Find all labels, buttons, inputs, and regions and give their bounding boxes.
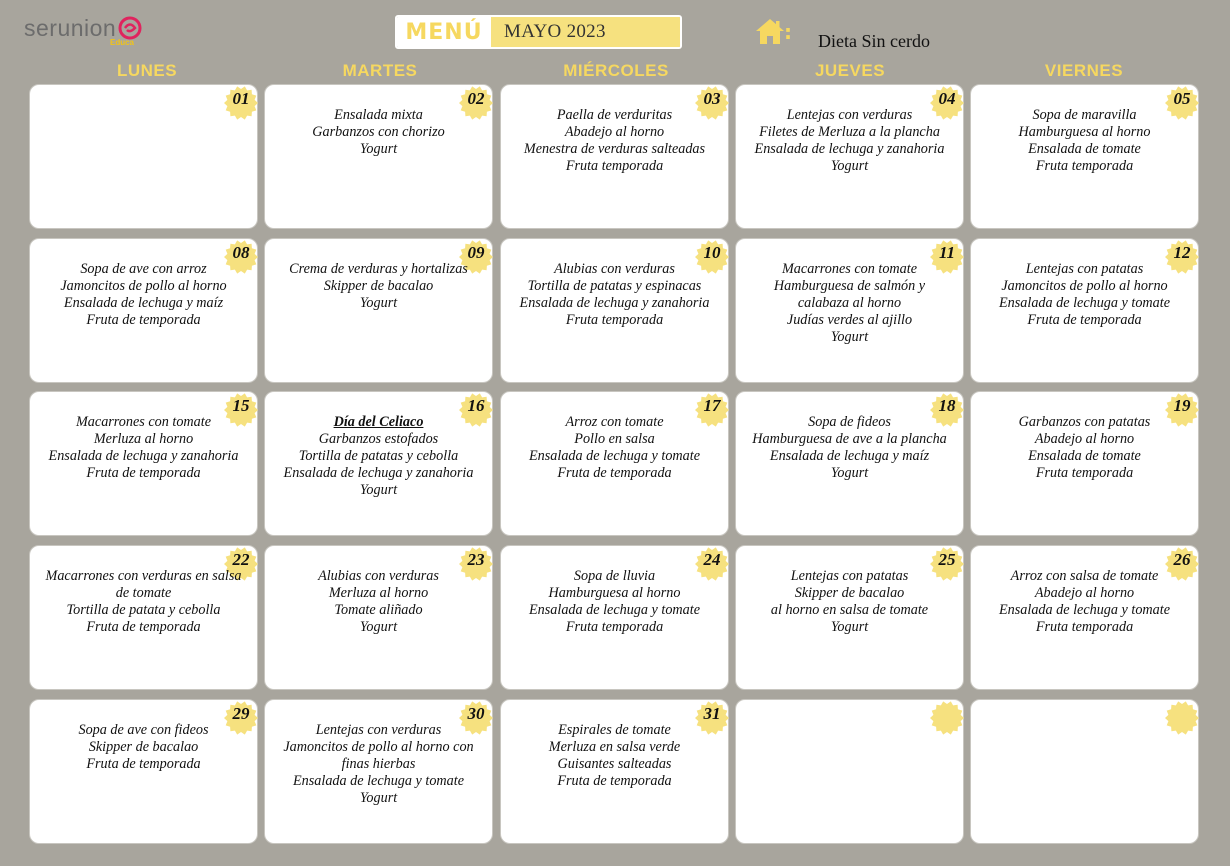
dish-item: Lentejas con patatas xyxy=(790,568,909,584)
dish-list xyxy=(36,261,251,329)
dish-item: Merluza al horno xyxy=(93,431,194,447)
serunion-logo xyxy=(24,14,174,48)
dish-list xyxy=(977,261,1192,329)
day-number: 26 xyxy=(1173,550,1191,569)
dish-item: Garbanzos con chorizo xyxy=(312,124,445,140)
dish-item: Fruta temporada xyxy=(565,619,664,635)
logo-text: serunion xyxy=(24,15,117,41)
dish-item: Fruta temporada xyxy=(565,158,664,174)
dish-item: Sopa de lluvia xyxy=(573,568,656,584)
day-number: 16 xyxy=(467,396,485,415)
dish-item: Macarrones con verduras en salsa xyxy=(45,568,242,584)
dish-list xyxy=(36,568,251,636)
diet-label: Dieta Sin cerdo xyxy=(818,31,930,51)
dish-item: al horno en salsa de tomate xyxy=(770,602,929,618)
dish-item: Yogurt xyxy=(830,329,869,345)
dish-item: Paella de verduritas xyxy=(556,107,673,123)
dish-item: Sopa de ave con arroz xyxy=(80,261,207,277)
sunburst-badge-icon xyxy=(223,85,259,121)
day-number: 23 xyxy=(467,550,485,569)
day-cell xyxy=(29,545,258,690)
day-number: 04 xyxy=(938,89,956,108)
day-cell xyxy=(735,84,964,229)
day-number: 25 xyxy=(938,550,956,569)
dish-item: Ensalada de lechuga y zanahoria xyxy=(754,141,945,157)
dish-item: Fruta de temporada xyxy=(86,312,201,328)
dish-item: Hamburguesa de salmón y xyxy=(773,278,926,294)
day-cell xyxy=(970,545,1199,690)
dish-item: Fruta temporada xyxy=(1035,465,1134,481)
dish-item: Filetes de Merluza a la plancha xyxy=(759,124,940,140)
day-cell xyxy=(29,391,258,536)
dish-item: Sopa de fideos xyxy=(808,414,891,430)
dish-item: Fruta de temporada xyxy=(557,465,672,481)
dish-item: Yogurt xyxy=(830,465,869,481)
dish-list xyxy=(977,568,1192,636)
day-number: 30 xyxy=(467,704,485,723)
day-number: 15 xyxy=(232,396,250,415)
dish-list xyxy=(977,107,1192,175)
menu-label: MENÚ xyxy=(397,17,491,47)
dish-item: Tomate aliñado xyxy=(334,602,423,618)
dish-item: Ensalada de lechuga y tomate xyxy=(529,448,700,464)
day-cell xyxy=(500,545,729,690)
day-cell xyxy=(29,699,258,844)
dish-item: Lentejas con patatas xyxy=(1025,261,1144,277)
weekday-header: VIERNES xyxy=(1044,61,1124,80)
day-cell xyxy=(264,84,493,229)
dish-item: Merluza al horno xyxy=(328,585,429,601)
dish-list xyxy=(507,568,722,636)
dish-list xyxy=(742,107,957,175)
day-cell xyxy=(29,84,258,229)
dish-item: Tortilla de patatas y espinacas xyxy=(527,278,702,294)
dish-item: Abadejo al horno xyxy=(564,124,665,140)
day-cell xyxy=(500,699,729,844)
day-cell xyxy=(264,699,493,844)
logo-sub: Educa xyxy=(110,38,135,47)
day-cell xyxy=(29,238,258,383)
day-number: 02 xyxy=(467,89,485,108)
day-number: 03 xyxy=(703,89,721,108)
dish-list xyxy=(507,722,722,790)
dish-item: Tortilla de patata y cebolla xyxy=(66,602,221,618)
dish-item: Skipper de bacalao xyxy=(323,278,434,294)
dish-item: Alubias con verduras xyxy=(554,261,675,277)
sunburst-badge-icon xyxy=(929,700,965,736)
dish-item: Ensalada de tomate xyxy=(1028,448,1141,464)
day-number: 10 xyxy=(703,243,721,262)
day-number: 12 xyxy=(1173,243,1191,262)
dish-item: Garbanzos con patatas xyxy=(1018,414,1151,430)
dish-item: Ensalada mixta xyxy=(334,107,423,123)
day-number: 11 xyxy=(938,243,956,262)
dish-item: Jamoncitos de pollo al horno xyxy=(1001,278,1168,294)
dish-item: Skipper de bacalao xyxy=(88,739,199,755)
dish-list xyxy=(507,107,722,175)
dish-item: Macarrones con tomate xyxy=(781,261,918,277)
weekday-header: MIÉRCOLES xyxy=(563,61,669,80)
dish-item: de tomate xyxy=(115,585,172,601)
day-cell xyxy=(970,238,1199,383)
dish-item: Yogurt xyxy=(830,158,869,174)
day-cell xyxy=(735,545,964,690)
day-cell xyxy=(500,238,729,383)
day-cell xyxy=(970,699,1199,844)
dish-item: Fruta de temporada xyxy=(557,773,672,789)
dish-list xyxy=(271,722,486,807)
dish-item: Yogurt xyxy=(359,295,398,311)
dish-list xyxy=(271,568,486,636)
day-cell xyxy=(735,391,964,536)
dish-item: Ensalada de lechuga y zanahoria xyxy=(283,465,474,481)
dish-list xyxy=(36,414,251,482)
dish-item: Ensalada de lechuga y tomate xyxy=(999,295,1170,311)
dish-item: Fruta de temporada xyxy=(86,465,201,481)
day-number: 01 xyxy=(232,89,250,108)
menu-title-box xyxy=(395,15,682,49)
dish-item: Jamoncitos de pollo al horno xyxy=(60,278,227,294)
dish-list xyxy=(507,261,722,329)
dish-item: calabaza al horno xyxy=(797,295,902,311)
day-cell xyxy=(264,545,493,690)
dish-item: Yogurt xyxy=(359,141,398,157)
dish-item: Fruta temporada xyxy=(565,312,664,328)
day-number: 24 xyxy=(703,550,721,569)
dish-item: Arroz con salsa de tomate xyxy=(1010,568,1159,584)
dish-item: Lentejas con verduras xyxy=(315,722,442,738)
dish-item: Garbanzos estofados xyxy=(318,431,439,447)
day-cell xyxy=(970,391,1199,536)
dish-item: Ensalada de lechuga y maíz xyxy=(63,295,224,311)
dish-item: Hamburguesa al horno xyxy=(1018,124,1151,140)
dish-item: Hamburguesa al horno xyxy=(548,585,681,601)
dish-item: Arroz con tomate xyxy=(565,414,664,430)
day-number: 09 xyxy=(467,243,485,262)
dish-item: Alubias con verduras xyxy=(318,568,439,584)
dish-item: Skipper de bacalao xyxy=(794,585,905,601)
day-cell xyxy=(264,238,493,383)
day-number: 05 xyxy=(1173,89,1191,108)
dish-item: Fruta de temporada xyxy=(86,756,201,772)
dish-list xyxy=(742,414,957,482)
dish-item: Yogurt xyxy=(830,619,869,635)
dish-list xyxy=(977,414,1192,482)
day-number: 19 xyxy=(1173,396,1191,415)
home-icon xyxy=(754,16,786,46)
dish-item: Yogurt xyxy=(359,790,398,806)
day-number: 18 xyxy=(938,396,956,415)
day-number: 31 xyxy=(703,704,721,723)
day-cell xyxy=(735,238,964,383)
dish-item: Ensalada de lechuga y zanahoria xyxy=(519,295,710,311)
day-cell xyxy=(264,391,493,536)
day-cell xyxy=(735,699,964,844)
dish-item: Jamoncitos de pollo al horno con xyxy=(283,739,474,755)
dish-item: Lentejas con verduras xyxy=(786,107,913,123)
special-day-label: Día del Celiaco xyxy=(333,414,424,430)
day-cell xyxy=(970,84,1199,229)
dish-item: Tortilla de patatas y cebolla xyxy=(298,448,459,464)
dish-item: Hamburguesa de ave a la plancha xyxy=(752,431,947,447)
dish-item: Pollo en salsa xyxy=(574,431,655,447)
dish-item: Judías verdes al ajillo xyxy=(786,312,913,328)
dish-list xyxy=(36,722,251,773)
day-cell xyxy=(500,391,729,536)
menu-month: MAYO 2023 xyxy=(491,17,680,47)
dish-item: Sopa de maravilla xyxy=(1032,107,1137,123)
dish-list xyxy=(742,261,957,346)
dish-list xyxy=(742,568,957,636)
dish-item: Abadejo al horno xyxy=(1034,585,1135,601)
dish-list xyxy=(271,414,486,499)
dish-item: Fruta temporada xyxy=(1035,158,1134,174)
dish-item: Fruta de temporada xyxy=(1027,312,1142,328)
day-number: 22 xyxy=(232,550,250,569)
dish-item: Yogurt xyxy=(359,619,398,635)
dish-item: Abadejo al horno xyxy=(1034,431,1135,447)
dish-item: finas hierbas xyxy=(341,756,416,772)
dish-item: Merluza en salsa verde xyxy=(548,739,681,755)
weekday-header: JUEVES xyxy=(814,61,886,80)
weekday-header: LUNES xyxy=(116,61,178,80)
dish-list xyxy=(507,414,722,482)
dish-item: Ensalada de tomate xyxy=(1028,141,1141,157)
dish-item: Yogurt xyxy=(359,482,398,498)
dish-item: Espirales de tomate xyxy=(558,722,671,738)
dish-item: Ensalada de lechuga y tomate xyxy=(529,602,700,618)
weekday-header: MARTES xyxy=(342,61,418,80)
dish-item: Fruta temporada xyxy=(1035,619,1134,635)
dish-item: Crema de verduras y hortalizas xyxy=(289,261,468,277)
dish-item: Menestra de verduras salteadas xyxy=(523,141,706,157)
dish-list xyxy=(271,261,486,312)
day-number: 29 xyxy=(232,704,250,723)
dish-item: Ensalada de lechuga y zanahoria xyxy=(48,448,239,464)
dish-item: Ensalada de lechuga y tomate xyxy=(999,602,1170,618)
dish-item: Fruta de temporada xyxy=(86,619,201,635)
day-number: 17 xyxy=(703,396,721,415)
dish-item: Macarrones con tomate xyxy=(75,414,212,430)
dish-list xyxy=(271,107,486,158)
home-colon: : xyxy=(784,20,792,44)
dish-item: Guisantes salteadas xyxy=(557,756,672,772)
dish-item: Ensalada de lechuga y tomate xyxy=(293,773,464,789)
sunburst-badge-icon xyxy=(1164,700,1200,736)
day-cell xyxy=(500,84,729,229)
dish-item: Ensalada de lechuga y maíz xyxy=(769,448,930,464)
dish-item: Sopa de ave con fideos xyxy=(78,722,209,738)
day-number: 08 xyxy=(232,243,250,262)
